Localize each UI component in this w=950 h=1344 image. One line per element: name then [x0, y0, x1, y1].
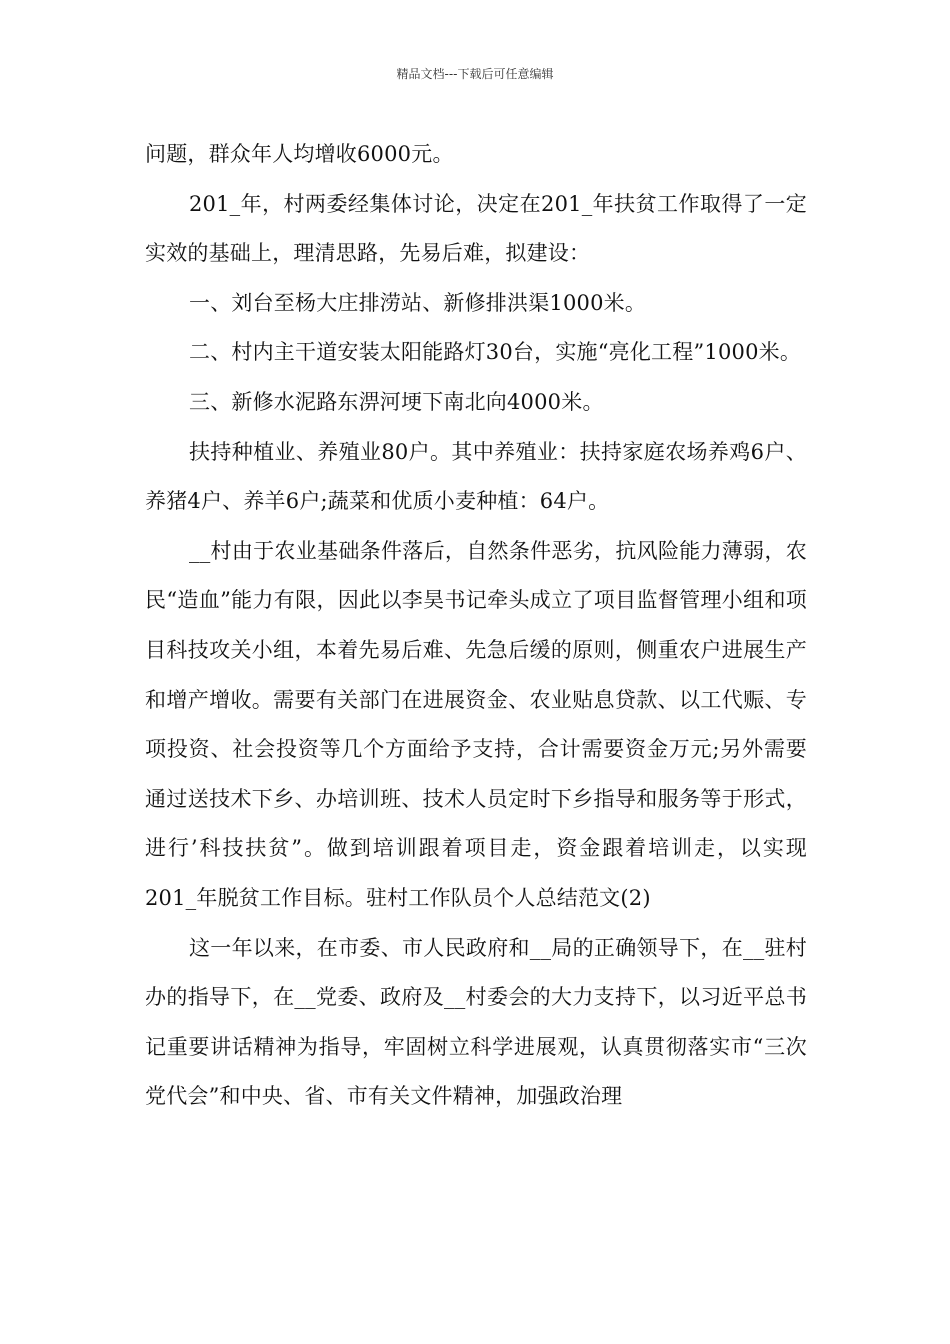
paragraph: 扶持种植业、养殖业80户。其中养殖业：扶持家庭农场养鸡6户、养猪4户、养羊6户;蔬菜和优质小麦种植：64户。	[145, 439, 807, 514]
paragraph: __村由于农业基础条件落后，自然条件恶劣，抗风险能力薄弱，农民“造血”能力有限，因此以李昊书记牵头成立了项目监督管理小组和项目科技攻关小组，本着先易后难、先急后缓的原则，侧重农户进展生产和增产增收。需要有关部门在进展资金、农业贴息贷款、以工代赈、专项投资、社会投资等几个方面给予支持，合计需要资金万元;另外需要通过送技术下乡、办培训班、技术人员定时下乡指导和服务等于形式，进行’科技扶贫”。做到培训跟着项目走，资金跟着培训走，以实现201_年脱贫工作目标。驻村工作队员个人总结范文(2)	[145, 538, 807, 910]
page-header: 精品文档---下载后可任意编辑	[396, 67, 554, 81]
paragraph: 这一年以来，在市委、市人民政府和__局的正确领导下，在__驻村办的指导下，在__党委、政府及__村委会的大力支持下，以习近平总书记重要讲话精神为指导，牢固树立科学进展观，认真贯彻落实市“三次党代会”和中央、省、市有关文件精神，加强政治理	[145, 935, 807, 1109]
paragraph: 问题，群众年人均增收6000元。	[145, 142, 454, 166]
paragraph: 201_年，村两委经集体讨论，决定在201_年扶贫工作取得了一定实效的基础上，理清思路，先易后难，拟建设：	[145, 191, 807, 266]
paragraph: 三、新修水泥路东淠河埂下南北向4000米。	[189, 389, 604, 414]
paragraph: 一、刘台至杨大庄排涝站、新修排洪渠1000米。	[189, 290, 647, 315]
document-body	[145, 130, 807, 1122]
paragraph: 二、村内主干道安装太阳能路灯30台，实施“亮化工程”1000米。	[189, 340, 802, 365]
